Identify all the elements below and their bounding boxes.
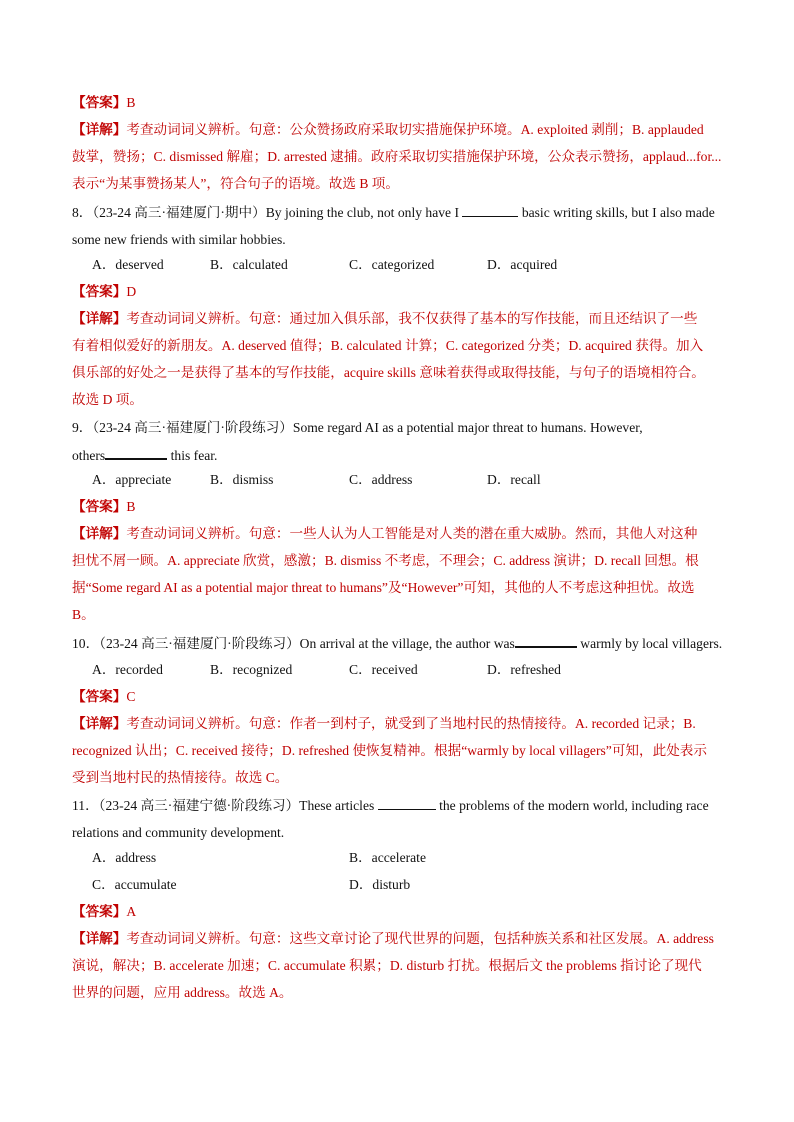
q11-detail-line: 【详解】考查动词词义辨析。句意：这些文章讨论了现代世界的问题，包括种族关系和社区发展。A. address xyxy=(72,931,714,946)
q10-option-a: A．recorded xyxy=(92,662,163,677)
q10-stem: 10．（23-24 高三·福建厦门·阶段练习）On arrival at the village, the author was warmly by local villagers. xyxy=(72,636,723,651)
q11-option-b: B．accelerate xyxy=(349,850,426,865)
q7-answer: 【答案】B xyxy=(72,95,136,110)
q10-answer: 【答案】C xyxy=(72,689,136,704)
q11-stem: 11．（23-24 高三·福建宁德·阶段练习）These articles the problems of the modern world, including race xyxy=(72,798,709,813)
q8-option-a: A．deserved xyxy=(92,257,164,272)
q11-option-a: A．address xyxy=(92,850,157,865)
answer-blank xyxy=(462,204,518,217)
q8-option-d: D．acquired xyxy=(487,257,558,272)
q9-answer: 【答案】B xyxy=(72,499,136,514)
q9-detail-line: 担忧不屑一顾。A. appreciate 欣赏，感激；B. dismiss 不考虑，不理会；C. address 演讲；D. recall 回想。根 xyxy=(72,553,699,568)
q10-option-d: D．refreshed xyxy=(487,662,561,677)
q7-detail-line: 鼓掌，赞扬；C. dismissed 解雇；D. arrested 逮捕。政府采取切实措施保护环境，公众表示赞扬，applaud...for... xyxy=(72,149,722,164)
answer-blank xyxy=(105,446,167,460)
q8-detail-line: 故选 D 项。 xyxy=(72,392,143,407)
q9-detail-line: 据“Some regard AI as a potential major threat to humans”及“However”可知，其他的人不考虑这种担忧。故选 xyxy=(72,580,695,595)
q11-stem: relations and community development. xyxy=(72,825,285,840)
q9-detail-line: B。 xyxy=(72,607,95,622)
answer-blank xyxy=(378,797,436,810)
q7-detail-line: 表示“为某事赞扬某人”，符合句子的语境。故选 B 项。 xyxy=(72,176,399,191)
q8-option-c: C．categorized xyxy=(349,257,435,272)
q8-stem: some new friends with similar hobbies. xyxy=(72,232,286,247)
q8-detail-line: 【详解】考查动词词义辨析。句意：通过加入俱乐部，我不仅获得了基本的写作技能，而且还结识了一些 xyxy=(72,311,698,326)
q11-detail-line: 世界的问题，应用 address。故选 A。 xyxy=(72,985,293,1000)
q9-option-c: C．address xyxy=(349,472,413,487)
q9-option-d: D．recall xyxy=(487,472,541,487)
q8-detail-line: 有着相似爱好的新朋友。A. deserved 值得；B. calculated 计算；C. categorized 分类；D. acquired 获得。加入 xyxy=(72,338,704,353)
q8-stem: 8．（23-24 高三·福建厦门·期中）By joining the club, not only have I basic writing skills, but I also made xyxy=(72,205,715,220)
answer-blank xyxy=(515,634,577,648)
q8-answer: 【答案】D xyxy=(72,284,137,299)
q9-stem: 9．（23-24 高三·福建厦门·阶段练习）Some regard AI as a potential major threat to humans. However, xyxy=(72,420,643,435)
q8-option-b: B．calculated xyxy=(210,257,288,272)
q11-option-d: D．disturb xyxy=(349,877,411,892)
q10-option-b: B．recognized xyxy=(210,662,293,677)
q10-detail-line: recognized 认出；C. received 接待；D. refreshed 使恢复精神。根据“warmly by local villagers”可知，此处表示 xyxy=(72,743,707,758)
q11-option-c: C．accumulate xyxy=(92,877,177,892)
q7-detail-line: 【详解】考查动词词义辨析。句意：公众赞扬政府采取切实措施保护环境。A. exploited 剥削；B. applauded xyxy=(72,122,704,137)
q11-detail-line: 演说，解决；B. accelerate 加速；C. accumulate 积累；D. disturb 打扰。根据后文 the problems 指讨论了现代 xyxy=(72,958,702,973)
q9-detail-line: 【详解】考查动词词义辨析。句意：一些人认为人工智能是对人类的潜在重大威胁。然而，其他人对这种 xyxy=(72,526,698,541)
q8-detail-line: 俱乐部的好处之一是获得了基本的写作技能，acquire skills 意味着获得或取得技能，与句子的语境相符合。 xyxy=(72,365,705,380)
q10-detail-line: 【详解】考查动词词义辨析。句意：作者一到村子，就受到了当地村民的热情接待。A. recorded 记录；B. xyxy=(72,716,696,731)
q10-detail-line: 受到当地村民的热情接待。故选 C。 xyxy=(72,770,289,785)
q9-stem: others this fear. xyxy=(72,448,218,463)
q9-option-a: A．appreciate xyxy=(92,472,172,487)
q9-option-b: B．dismiss xyxy=(210,472,274,487)
q10-option-c: C．received xyxy=(349,662,418,677)
q11-answer: 【答案】A xyxy=(72,904,137,919)
